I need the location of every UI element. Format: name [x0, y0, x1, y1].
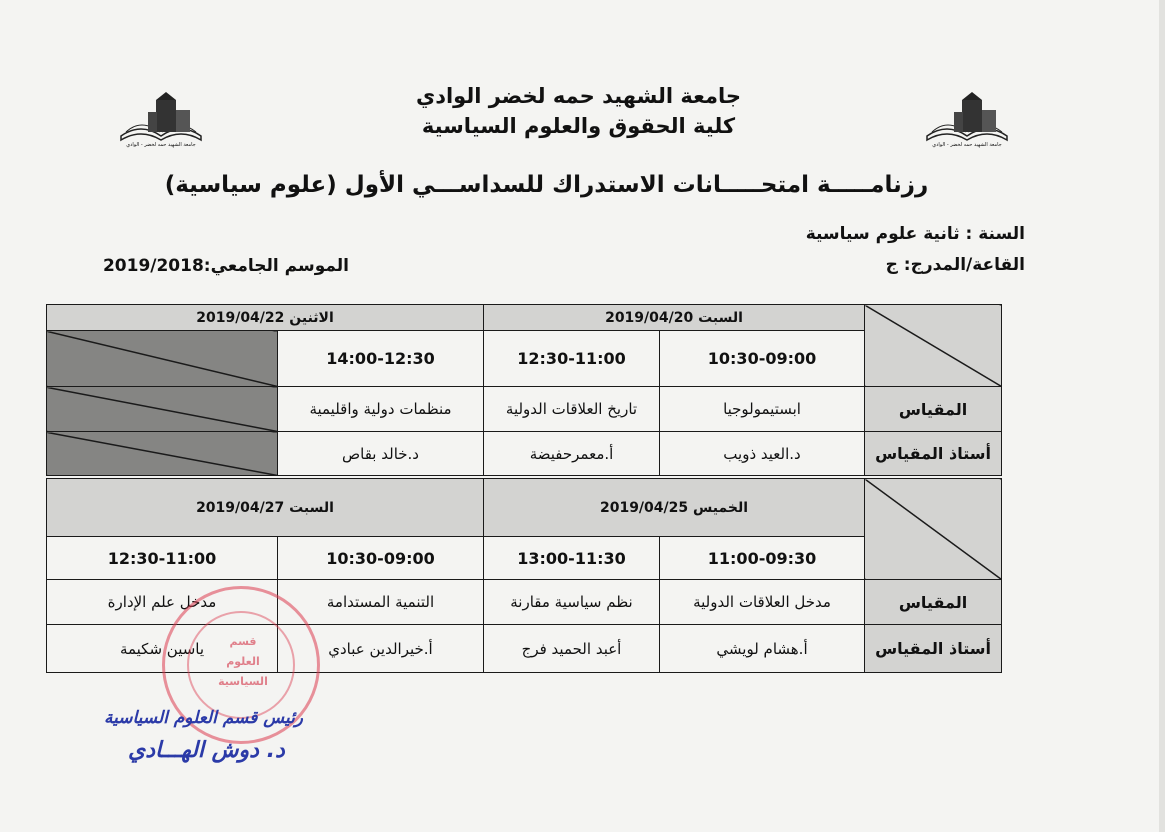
- blocked-cell: [47, 331, 278, 387]
- row-label-subject: المقياس: [865, 387, 1002, 432]
- subject-cell: ابستيمولوجيا: [660, 387, 865, 432]
- document-title: رزنامـــــة امتحـــــانات الاستدراك للسداســـي الأول (علوم سياسية): [164, 172, 929, 198]
- time-slot: 13:00-11:30: [484, 537, 660, 580]
- season-label: الموسم الجامعي:2019/2018: [102, 256, 349, 276]
- logo-caption: جامعة الشهيد حمه لخضر - الوادي: [126, 142, 196, 148]
- faculty-name: كلية الحقوق والعلوم السياسية: [421, 114, 736, 138]
- logo-caption: جامعة الشهيد حمه لخضر - الوادي: [932, 142, 1002, 148]
- stamp-text: السياسية: [218, 675, 268, 688]
- signature-name: د. دوش الهـــادي: [128, 738, 285, 763]
- subject-cell: التنمية المستدامة: [278, 580, 484, 625]
- subject-cell: نظم سياسية مقارنة: [484, 580, 660, 625]
- professor-cell: د.خالد بقاص: [278, 432, 484, 476]
- time-slot: 12:30-11:00: [47, 537, 278, 580]
- blocked-cell: [47, 432, 278, 476]
- university-name: جامعة الشهيد حمه لخضر الوادي: [415, 84, 742, 108]
- professor-cell: أ.هشام لويشي: [660, 625, 865, 673]
- day-header: السبت 2019/04/27: [47, 479, 484, 537]
- professor-cell: أعبد الحميد فرج: [484, 625, 660, 673]
- corner-cell: [865, 479, 1002, 580]
- row-label-subject: المقياس: [865, 580, 1002, 625]
- professor-cell: ياسين شكيمة: [47, 625, 278, 673]
- time-slot: 10:30-09:00: [278, 537, 484, 580]
- subject-cell: مدخل العلاقات الدولية: [660, 580, 865, 625]
- signature-title: رئيس قسم العلوم السياسية: [104, 708, 304, 728]
- hall-label: القاعة/المدرج: ج: [885, 255, 1025, 275]
- professor-cell: أ.معمرحفيضة: [484, 432, 660, 476]
- subject-cell: منظمات دولية واقليمية: [278, 387, 484, 432]
- blocked-cell: [47, 387, 278, 432]
- subject-cell: مدخل علم الإدارة: [47, 580, 278, 625]
- day-header: السبت 2019/04/20: [484, 305, 865, 331]
- year-label: السنة : ثانية علوم سياسية: [805, 224, 1025, 244]
- day-header: الخميس 2019/04/25: [484, 479, 865, 537]
- schedule-table-week1: [46, 304, 1002, 476]
- time-slot: 14:00-12:30: [278, 331, 484, 387]
- time-slot: 12:30-11:00: [484, 331, 660, 387]
- day-header: الاثنين 2019/04/22: [47, 305, 484, 331]
- row-label-professor: أستاذ المقياس: [865, 432, 1002, 476]
- stamp-text: العلوم: [226, 655, 260, 668]
- time-slot: 11:00-09:30: [660, 537, 865, 580]
- time-slot: 10:30-09:00: [660, 331, 865, 387]
- professor-cell: أ.خيرالدين عبادي: [278, 625, 484, 673]
- subject-cell: تاريخ العلاقات الدولية: [484, 387, 660, 432]
- professor-cell: د.العيد ذويب: [660, 432, 865, 476]
- row-label-professor: أستاذ المقياس: [865, 625, 1002, 673]
- stamp-text: قسم: [229, 635, 257, 648]
- corner-cell: [865, 305, 1002, 387]
- stamp-inner-ring: [187, 611, 295, 719]
